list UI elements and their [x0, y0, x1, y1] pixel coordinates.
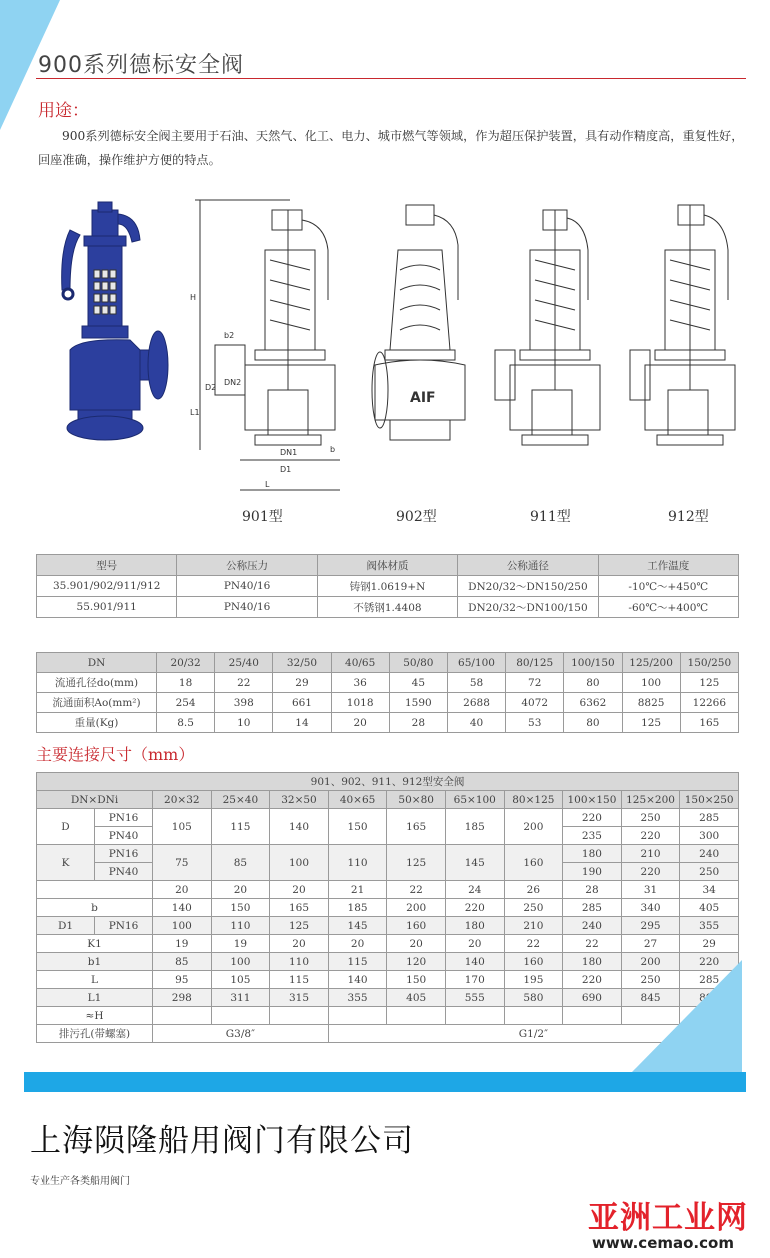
table-cell: 195: [504, 971, 563, 989]
table-row: [37, 597, 739, 618]
usage-heading: 用途：: [38, 101, 89, 121]
page-title: 900系列德标安全阀: [38, 53, 244, 78]
caption-901: 901型: [242, 509, 283, 525]
table-cell: 285: [680, 971, 739, 989]
dim-label-dn1: DN1: [280, 448, 298, 457]
dim-label-b: b: [330, 445, 336, 454]
table-cell: 20: [211, 881, 270, 899]
table-cell: G3/8″: [153, 1025, 329, 1043]
table-cell: 160: [504, 953, 563, 971]
corner-decoration-bottom: [632, 960, 742, 1072]
watermark-url: www.cemao.com: [592, 1234, 734, 1252]
valve-drawings: [40, 190, 740, 530]
column-header: DN×DNi: [37, 791, 153, 809]
row-label: L: [37, 971, 153, 989]
table-cell: 165: [680, 713, 738, 733]
table-cell: 105: [211, 971, 270, 989]
table-cell: 580: [504, 989, 563, 1007]
column-header: 40/65: [331, 653, 389, 673]
column-header: 65/100: [447, 653, 505, 673]
table-row: [37, 576, 739, 597]
table-cell: 35.901/902/911/912: [37, 576, 177, 597]
table-cell: 185: [328, 899, 387, 917]
table-row: [37, 693, 739, 713]
table-cell: 220: [563, 809, 622, 827]
table-cell: 170: [445, 971, 504, 989]
table-cell: 20: [445, 935, 504, 953]
table-cell: 145: [445, 845, 504, 881]
column-header: DN: [37, 653, 157, 673]
row-sublabel: PN40: [95, 827, 153, 845]
table-cell: 240: [563, 917, 622, 935]
table-cell: 285: [680, 809, 739, 827]
row-sublabel: PN16: [95, 917, 153, 935]
table-cell: 53: [506, 713, 564, 733]
row-sublabel: PN16: [95, 845, 153, 863]
row-label: 排污孔(带螺塞): [37, 1025, 153, 1043]
dim-label-h: H: [190, 293, 197, 302]
table-cell: 20: [331, 713, 389, 733]
table-cell: 405: [387, 989, 446, 1007]
table-cell: [445, 1007, 504, 1025]
table-cell: 21: [328, 881, 387, 899]
row-label: 流通孔径do(mm): [37, 673, 157, 693]
column-header: 25/40: [215, 653, 273, 673]
row-label: ≈H: [37, 1007, 153, 1025]
table-cell: 125: [622, 713, 680, 733]
table-cell: 20: [270, 935, 329, 953]
table-cell: 110: [211, 917, 270, 935]
table-cell: 210: [504, 917, 563, 935]
table-cell: 165: [270, 899, 329, 917]
table-cell: 250: [621, 809, 680, 827]
table-cell: [328, 1007, 387, 1025]
table-cell: 110: [270, 953, 329, 971]
table-cell: 200: [504, 809, 563, 845]
table-cell: 845: [621, 989, 680, 1007]
table-cell: 250: [680, 863, 739, 881]
table-cell: 28: [389, 713, 447, 733]
dimensions-caption: 901、902、911、912型安全阀: [37, 773, 739, 791]
table-cell: 115: [211, 809, 270, 845]
table-cell: 890: [680, 989, 739, 1007]
table-cell: 165: [387, 809, 446, 845]
table-cell: 1018: [331, 693, 389, 713]
table-row: [37, 809, 739, 827]
table-cell: 220: [621, 827, 680, 845]
column-header: 125/200: [622, 653, 680, 673]
column-header: 32×50: [270, 791, 329, 809]
table-cell: 55.901/911: [37, 597, 177, 618]
table-cell: 190: [563, 863, 622, 881]
table-cell: 405: [680, 899, 739, 917]
table-cell: 160: [387, 917, 446, 935]
table-cell: 95: [153, 971, 212, 989]
table-cell: 285: [563, 899, 622, 917]
table-cell: [563, 1007, 622, 1025]
table-cell: 1590: [389, 693, 447, 713]
table-cell: 22: [215, 673, 273, 693]
row-label: 重量(Kg): [37, 713, 157, 733]
table-cell: G1/2″: [328, 1025, 738, 1043]
table-cell: 100: [211, 953, 270, 971]
watermark-logo: 亚洲工业网: [588, 1200, 748, 1236]
table-cell: 10: [215, 713, 273, 733]
table-cell: 210: [621, 845, 680, 863]
table-cell: 26: [504, 881, 563, 899]
table-row: [37, 845, 739, 863]
column-header: 阀体材质: [317, 555, 457, 576]
table-cell: 235: [563, 827, 622, 845]
table-cell: 180: [445, 917, 504, 935]
title-divider: [36, 78, 746, 79]
column-header: 100/150: [564, 653, 622, 673]
spec-table: [36, 554, 739, 618]
column-header: 65×100: [445, 791, 504, 809]
table-cell: 145: [328, 917, 387, 935]
table-row: [37, 881, 739, 899]
table-row: [37, 899, 739, 917]
table-cell: 295: [621, 917, 680, 935]
table-cell: -10℃～+450℃: [598, 576, 738, 597]
table-cell: 29: [273, 673, 331, 693]
table-cell: 19: [211, 935, 270, 953]
table-cell: 185: [445, 809, 504, 845]
table-cell: 22: [387, 881, 446, 899]
table-cell: 220: [621, 863, 680, 881]
column-header: 工作温度: [598, 555, 738, 576]
table-cell: 铸钢1.0619+N: [317, 576, 457, 597]
table-cell: PN40/16: [177, 576, 317, 597]
dim-label-l: L: [265, 480, 270, 489]
table-cell: 40: [447, 713, 505, 733]
company-slogan: 专业生产各类船用阀门: [30, 1176, 130, 1187]
table-cell: 250: [504, 899, 563, 917]
dim-label-l1: L1: [190, 408, 200, 417]
column-header: 40×65: [328, 791, 387, 809]
column-header: 80×125: [504, 791, 563, 809]
row-label: K1: [37, 935, 153, 953]
table-cell: 36: [331, 673, 389, 693]
row-label: b1: [37, 953, 153, 971]
flow-table: [36, 652, 739, 733]
table-header-row: [37, 555, 739, 576]
table-row: [37, 935, 739, 953]
dim-label-dn2: DN2: [224, 378, 242, 387]
table-row: [37, 917, 739, 935]
footer-bar: [24, 1072, 746, 1092]
table-cell: 220: [563, 971, 622, 989]
table-cell: 220: [445, 899, 504, 917]
table-cell: 355: [328, 989, 387, 1007]
table-cell: 200: [387, 899, 446, 917]
table-cell: 220: [680, 953, 739, 971]
table-cell: DN20/32～DN150/250: [458, 576, 598, 597]
column-header: 50/80: [389, 653, 447, 673]
table-cell: 125: [387, 845, 446, 881]
row-sublabel: PN16: [95, 809, 153, 827]
table-cell: 398: [215, 693, 273, 713]
row-label: 流通面积Ao(mm²): [37, 693, 157, 713]
table-cell: 661: [273, 693, 331, 713]
table-row: [37, 673, 739, 693]
table-cell: [387, 1007, 446, 1025]
table-cell: 100: [622, 673, 680, 693]
table-header-row: [37, 653, 739, 673]
row-label: D: [37, 809, 95, 845]
column-header: 150×250: [680, 791, 739, 809]
table-cell: 254: [157, 693, 215, 713]
table-cell: 27: [621, 935, 680, 953]
table-cell: 19: [153, 935, 212, 953]
row-label: K: [37, 845, 95, 881]
table-cell: 29: [680, 935, 739, 953]
column-header: 公称压力: [177, 555, 317, 576]
table-cell: [153, 1007, 212, 1025]
dim-label-b2: b2: [224, 331, 235, 340]
table-cell: 18: [157, 673, 215, 693]
table-cell: 20: [328, 935, 387, 953]
table-cell: 100: [270, 845, 329, 881]
table-cell: 555: [445, 989, 504, 1007]
table-cell: 311: [211, 989, 270, 1007]
table-cell: 150: [387, 971, 446, 989]
table-cell: 180: [563, 953, 622, 971]
table-cell: 20: [270, 881, 329, 899]
table-cell: 24: [445, 881, 504, 899]
table-cell: 115: [328, 953, 387, 971]
table-cell: 240: [680, 845, 739, 863]
table-cell: [211, 1007, 270, 1025]
table-row: [37, 713, 739, 733]
table-cell: 22: [504, 935, 563, 953]
table-cell: 250: [621, 971, 680, 989]
table-cell: 115: [270, 971, 329, 989]
table-cell: 105: [153, 809, 212, 845]
company-name: 上海陨隆船用阀门有限公司: [30, 1123, 414, 1159]
column-header: 公称通径: [458, 555, 598, 576]
table-cell: 80: [564, 673, 622, 693]
table-cell: 180: [563, 845, 622, 863]
dim-label-d2: D2: [205, 383, 217, 392]
table-cell: 315: [270, 989, 329, 1007]
table-cell: 85: [153, 953, 212, 971]
table-cell: 200: [621, 953, 680, 971]
table-cell: 28: [563, 881, 622, 899]
dimensions-heading: 主要连接尺寸（mm）: [36, 745, 195, 764]
table-cell: 20: [153, 881, 212, 899]
table-cell: PN40/16: [177, 597, 317, 618]
table-cell: 140: [270, 809, 329, 845]
dim-label-d1: D1: [280, 465, 292, 474]
column-header: 50×80: [387, 791, 446, 809]
column-header: 125×200: [621, 791, 680, 809]
table-cell: 12266: [680, 693, 738, 713]
column-header: 型号: [37, 555, 177, 576]
table-cell: 14: [273, 713, 331, 733]
table-cell: 150: [328, 809, 387, 845]
table-cell: 125: [680, 673, 738, 693]
table-cell: 150: [211, 899, 270, 917]
column-header: 25×40: [211, 791, 270, 809]
table-cell: -60℃～+400℃: [598, 597, 738, 618]
table-cell: 6362: [564, 693, 622, 713]
valve-figures: [40, 190, 740, 530]
table-cell: 31: [621, 881, 680, 899]
table-cell: 300: [680, 827, 739, 845]
table-cell: 160: [504, 845, 563, 881]
table-cell: 125: [270, 917, 329, 935]
usage-text: 900系列德标安全阀主要用于石油、天然气、化工、电力、城市燃气等领域，作为超压保护装置，具有动作精度高，重复性好，回座准确，操作维护方便的特点。: [38, 129, 744, 167]
table-cell: 22: [563, 935, 622, 953]
caption-902: 902型: [396, 509, 437, 525]
column-header: 20×32: [153, 791, 212, 809]
column-header: 80/125: [506, 653, 564, 673]
table-cell: 120: [387, 953, 446, 971]
row-label: D1: [37, 917, 95, 935]
table-cell: [270, 1007, 329, 1025]
table-cell: 100: [153, 917, 212, 935]
table-cell: DN20/32～DN100/150: [458, 597, 598, 618]
table-header-row: [37, 791, 739, 809]
row-label: [37, 881, 153, 899]
caption-911: 911型: [530, 509, 571, 525]
table-cell: 45: [389, 673, 447, 693]
table-cell: 298: [153, 989, 212, 1007]
column-header: 150/250: [680, 653, 738, 673]
row-label: b: [37, 899, 153, 917]
table-cell: 85: [211, 845, 270, 881]
table-cell: 690: [563, 989, 622, 1007]
column-header: 20/32: [157, 653, 215, 673]
table-cell: 4072: [506, 693, 564, 713]
table-cell: 2688: [447, 693, 505, 713]
table-cell: 110: [328, 845, 387, 881]
table-cell: 140: [153, 899, 212, 917]
valve-911-drawing: [495, 210, 600, 445]
table-cell: [504, 1007, 563, 1025]
table-cell: 58: [447, 673, 505, 693]
table-cell: 72: [506, 673, 564, 693]
valve-912-drawing: [630, 205, 735, 445]
table-cell: 80: [564, 713, 622, 733]
table-cell: 34: [680, 881, 739, 899]
table-cell: 8.5: [157, 713, 215, 733]
table-cell: 140: [328, 971, 387, 989]
table-cell: 75: [153, 845, 212, 881]
row-label: L1: [37, 989, 153, 1007]
table-cell: 不锈钢1.4408: [317, 597, 457, 618]
row-sublabel: PN40: [95, 863, 153, 881]
table-cell: 8825: [622, 693, 680, 713]
column-header: 100×150: [563, 791, 622, 809]
valve-photo: [62, 202, 168, 440]
table-cell: 340: [621, 899, 680, 917]
body-mark: AIF: [410, 390, 436, 406]
valve-901-drawing: [195, 200, 340, 490]
column-header: 32/50: [273, 653, 331, 673]
table-cell: 140: [445, 953, 504, 971]
table-cell: 355: [680, 917, 739, 935]
table-cell: 20: [387, 935, 446, 953]
caption-912: 912型: [668, 509, 709, 525]
